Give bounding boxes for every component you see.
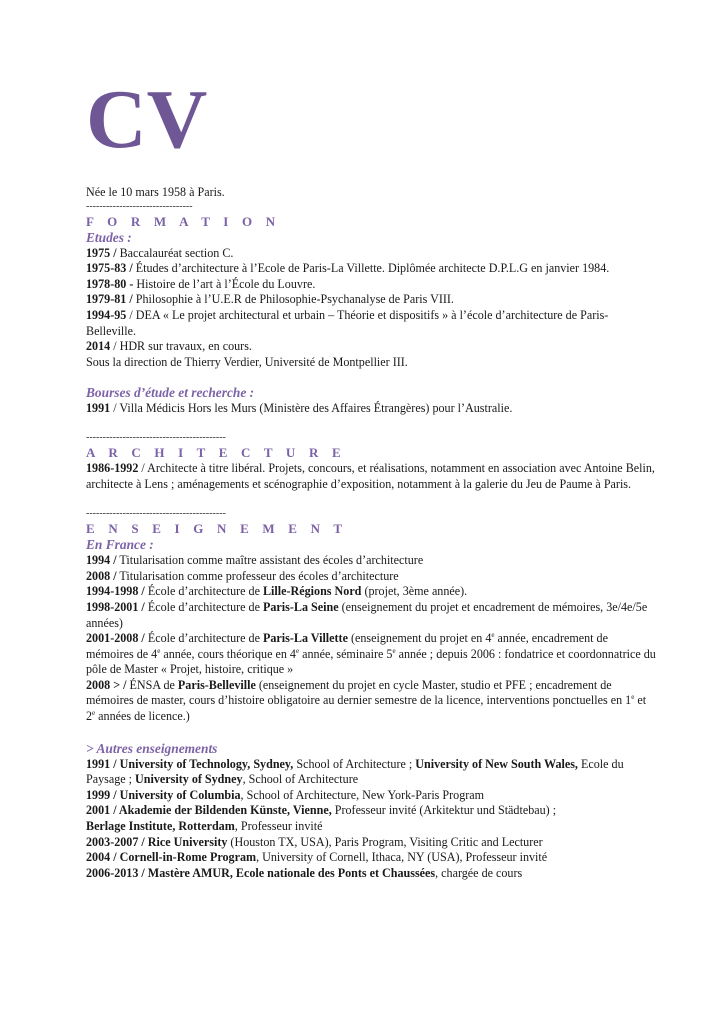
teaching-entry: 2001-2008 / École d’architecture de Paris-La Villette (enseignement du projet en 4e année, encadrement de mémoires de 4e année, cours théorique en 4e année, séminaire 5e année ; depuis 2006 : fondatrice et coordonnatrice du pôle de Master « Projet, histoire, critique » bbox=[86, 631, 656, 677]
section-title-architecture: A R C H I T E C T U R E bbox=[86, 444, 346, 460]
other-teaching-entry: 2006-2013 / Mastère AMUR, Ecole nationale des Ponts et Chaussées, chargée de cours bbox=[86, 865, 523, 880]
subhead-etudes: Etudes : bbox=[86, 229, 132, 245]
cv-document bbox=[86, 73, 658, 881]
list-item: 1978-80 - Histoire de l’art à l’École du Louvre. bbox=[86, 276, 316, 291]
teaching-entry: 1994 / Titularisation comme maître assistant des écoles d’architecture bbox=[86, 553, 424, 568]
architecture-entry: 1986-1992 / Architecte à titre libéral. Projets, concours, et réalisations, notamment en association avec Antoine Belin, architecte à Lens ; aménagements et scénographie d’exposition, notamment à la galerie du Jeu de Paume à Paris. bbox=[86, 460, 655, 491]
birth-line: Née le 10 mars 1958 à Paris. bbox=[86, 185, 225, 199]
etudes-list bbox=[86, 246, 658, 371]
list-item: Sous la direction de Thierry Verdier, Université de Montpellier III. bbox=[86, 354, 408, 369]
subhead-en-france: En France : bbox=[86, 537, 154, 553]
other-teaching-entry: 1999 / University of Columbia, School of Architecture, New York-Paris Program bbox=[86, 787, 485, 802]
other-teaching-entry: Berlage Institute, Rotterdam, Professeur invité bbox=[86, 819, 323, 834]
page-title: CV bbox=[86, 73, 208, 166]
list-item: 1991 / Villa Médicis Hors les Murs (Ministère des Affaires Étrangères) pour l’Australie. bbox=[86, 401, 513, 416]
section-title-enseignement: E N S E I G N E M E N T bbox=[86, 521, 348, 537]
divider: ------------------------------------------ bbox=[86, 508, 226, 520]
subhead-autres-enseignements: > Autres enseignements bbox=[86, 740, 218, 756]
teaching-entry: 2008 / Titularisation comme professeur des écoles d’architecture bbox=[86, 568, 399, 583]
divider: ------------------------------------------ bbox=[86, 431, 226, 443]
list-item: 2014 / HDR sur travaux, en cours. bbox=[86, 339, 252, 354]
list-item: 1975 / Baccalauréat section C. bbox=[86, 245, 234, 260]
other-teaching-entry: 1991 / University of Technology, Sydney, School of Architecture ; University of New South Wales, Ecole du Paysage ; University of Sydney, School of Architecture bbox=[86, 756, 624, 787]
divider: -------------------------------- bbox=[86, 200, 193, 212]
other-teaching-entry: 2003-2007 / Rice University (Houston TX, USA), Paris Program, Visiting Critic and Lecturer bbox=[86, 834, 543, 849]
teaching-entry: 1994-1998 / École d’architecture de Lille-Régions Nord (projet, 3ème année). bbox=[86, 584, 468, 599]
bourses-list bbox=[86, 401, 658, 417]
list-item: 1975-83 / Études d’architecture à l’Ecole de Paris-La Villette. Diplômée architecte D.P.L.G en janvier 1984. bbox=[86, 261, 610, 276]
other-teaching-entry: 2004 / Cornell-in-Rome Program, University of Cornell, Ithaca, NY (USA), Professeur invité bbox=[86, 850, 548, 865]
list-item: 1979-81 / Philosophie à l’U.E.R de Philosophie-Psychanalyse de Paris VIII. bbox=[86, 292, 454, 307]
section-title-formation: F O R M A T I O N bbox=[86, 213, 281, 229]
other-teaching-entry: 2001 / Akademie der Bildenden Künste, Vienne, Professeur invité (Arkitektur und Städtebau) ; bbox=[86, 803, 557, 818]
list-item: 1994-95 / DEA « Le projet architectural et urbain – Théorie et dispositifs » à l’école d’architecture de Paris-Belleville. bbox=[86, 307, 609, 338]
teaching-entry: 2008 > / ÉNSA de Paris-Belleville (enseignement du projet en cycle Master, studio et PFE ; encadrement de mémoires de master, cours d’histoire obligatoire au dernier semestre de la licence, interventions ponctuelles en 1e et 2e années de licence.) bbox=[86, 677, 647, 724]
teaching-entry: 1998-2001 / École d’architecture de Paris-La Seine (enseignement du projet et encadrement de mémoires, 3e/4e/5e années) bbox=[86, 599, 648, 630]
subhead-bourses: Bourses d’étude et recherche : bbox=[86, 385, 255, 401]
